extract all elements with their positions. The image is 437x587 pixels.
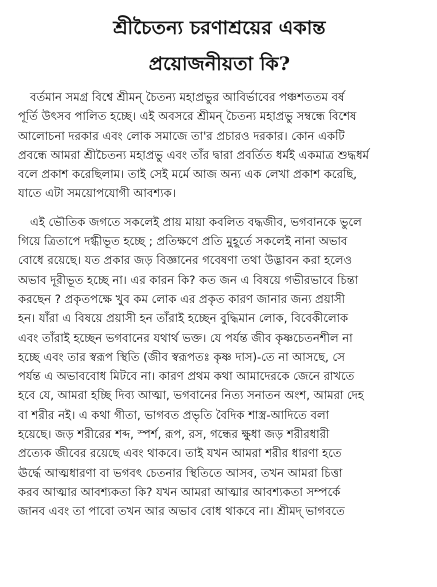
text-line: বলে প্রকাশ করেছিলাম। তাই সেই মর্মে আজ অন্য এক লেখা প্রকাশ করেছি, — [18, 167, 357, 182]
text-line: বর্তমান সমগ্র বিশ্বে শ্রীমন্ চৈতন্য মহাপ্রভুর আবির্ভাবের পঞ্চশততম বর্ষ — [30, 90, 345, 104]
text-line: বা শরীর নই। এ কথা গীতা, ভাগবত প্রভৃতি বৈদিক শাস্ত্র-আদিতে বলা — [18, 407, 330, 422]
text-line: বোধে রয়েছে। যত প্রকার জড় বিজ্ঞানের গবেষণা তথা উদ্ভাবন করা হলেও — [18, 253, 353, 268]
text-line: প্রত্যেক জীবের রয়েছে এবং থাকবে। তাই যখন আমরা শরীর ধারণা হতে — [18, 446, 342, 461]
text-line: পর্যন্ত এ অভাববোধ মিটবে না। কারণ প্রথম কথা আমাদেরকে জেনে রাখতে — [18, 369, 355, 384]
text-line: পূর্তি উৎসব পালিত হচ্ছে। এই অবসরে শ্রীমন্ চৈতন্য মহাপ্রভু সম্বন্ধে বিশেষ — [18, 109, 357, 124]
text-line: এই ভৌতিক জগতে সকলেই প্রায় মায়া কবলিত বদ্ধজীব, ভগবানকে ভুলে — [30, 214, 362, 229]
text-line: হয়েছে। জড় শরীরের শব্দ, স্পর্শ, রূপ, রস, গন্ধের ক্ষুধা জড় শরীরধারী — [18, 427, 330, 442]
title-line-1: শ্রীচৈতন্য চরণাশ্রয়ের একান্ত — [113, 17, 326, 39]
text-line: করব আত্মার আবশ্যকতা কি? যখন আমরা আত্মার আবশ্যকতা সম্পর্কে — [18, 484, 341, 499]
paragraph-1 — [18, 88, 421, 204]
paragraph-2 — [18, 213, 421, 522]
text-line: জানব এবং তা পাবো তখন আর অভাব বোধ থাকবে না। শ্রীমদ্ ভাগবতে — [18, 504, 345, 519]
article-title — [18, 10, 421, 82]
text-line: যাতে এটা সময়োপযোগী আবশ্যক। — [18, 186, 176, 201]
text-line: এবং তাঁরাই হচ্ছেন ভগবানের যথার্থ ভক্ত। যে পর্যন্ত জীব কৃষ্ণচেতনশীল না — [18, 330, 353, 345]
text-line: হচ্ছে এবং তার স্বরূপ স্থিতি (জীব স্বরূপতঃ কৃষ্ণ দাস)-তে না আসছে, সে — [18, 349, 345, 364]
text-line: ঊর্দ্ধে আত্মধারণা বা ভগবৎ চেতনার স্থিতিতে আসব, তখন আমরা চিত্তা — [18, 465, 343, 480]
text-line: হবে যে, আমরা হচ্ছি দিব্য আত্মা, ভগবানের নিত্য সনাতন অংশ, আমরা দেহ — [18, 388, 364, 403]
text-line: হন। যাঁরা এ বিষয়ে প্রয়াসী হন তাঁরাই হচ্ছেন বুদ্ধিমান লোক, বিবেকীলোক — [18, 311, 349, 326]
text-line: অভাব দূরীভূত হচ্ছে না। এর কারন কি? কত জন এ বিষয়ে গভীরভাবে চিন্তা — [18, 272, 359, 287]
text-line: আলোচনা দরকার এবং লোক সমাজে তা'র প্রচারও দরকার। কোন একটি — [18, 128, 345, 143]
text-line: করছেন ? প্রকৃতপক্ষে খুব কম লোক এর প্রকৃত কারণ জানার জন্য প্রয়াসী — [18, 291, 345, 306]
text-line: প্রবন্ধে আমরা শ্রীচৈতন্য মহাপ্রভু এবং তাঁর দ্বারা প্রবর্তিত ধর্মই একমাত্র শুদ্ধধর্ম — [18, 147, 369, 162]
text-line: গিয়ে ত্রিতাপে দগ্ধীভূত হচ্ছে ; প্রতিক্ষণে প্রতি মুহূর্তে সকলেই নানা অভাব — [18, 234, 348, 249]
title-line-2: প্রয়োজনীয়তা কি? — [148, 53, 291, 75]
